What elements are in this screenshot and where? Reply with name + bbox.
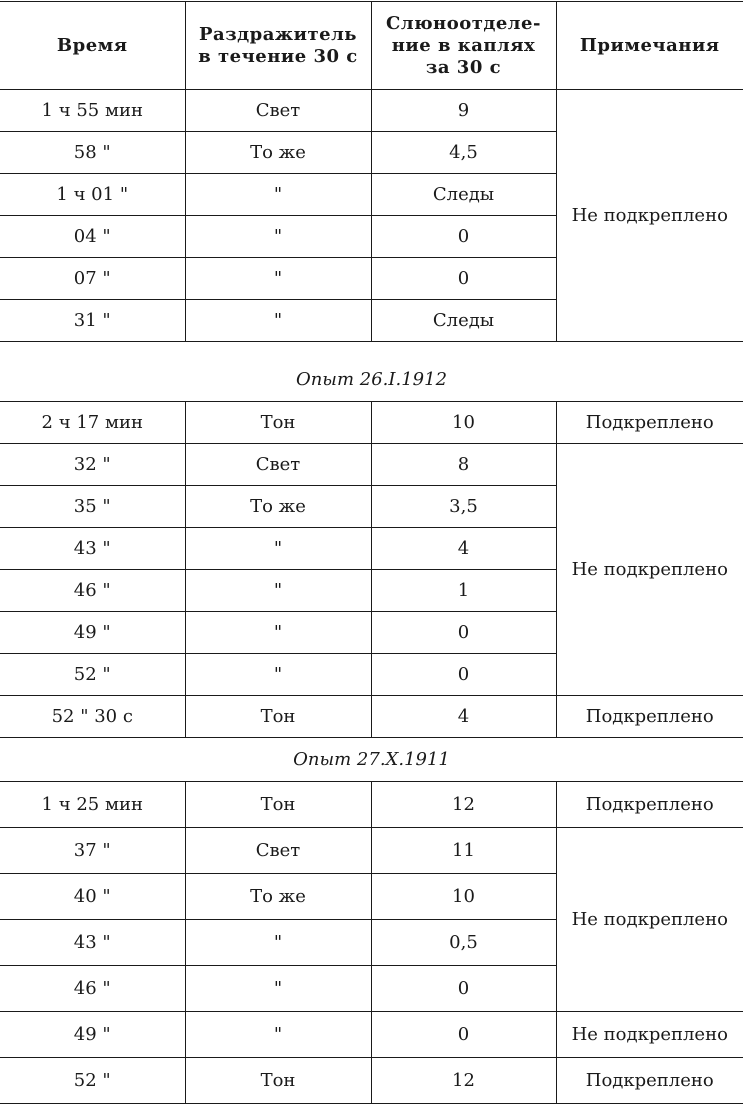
note-cell: Подкреплено (556, 782, 743, 828)
note-cell: Не подкреплено (556, 1012, 743, 1058)
saliva-cell: Следы (371, 174, 556, 216)
time-cell: 52 " (0, 1058, 185, 1104)
stimulus-cell: " (185, 174, 371, 216)
stimulus-cell: То же (185, 132, 371, 174)
time-cell: 1 ч 25 мин (0, 782, 185, 828)
saliva-cell: 4 (371, 696, 556, 738)
saliva-cell: 3,5 (371, 486, 556, 528)
stimulus-cell: " (185, 654, 371, 696)
header-stimulus-text: Раздражитель в течение 30 с (198, 23, 358, 67)
stimulus-cell: Тон (185, 782, 371, 828)
time-cell: 32 " (0, 444, 185, 486)
header-stimulus (185, 2, 371, 90)
time-cell: 46 " (0, 570, 185, 612)
time-cell: 04 " (0, 216, 185, 258)
time-cell: 37 " (0, 828, 185, 874)
table-row (0, 1058, 743, 1104)
saliva-cell: 8 (371, 444, 556, 486)
stimulus-cell: То же (185, 486, 371, 528)
stimulus-cell: Свет (185, 444, 371, 486)
note-cell: Не подкреплено (556, 90, 743, 342)
stimulus-cell: " (185, 920, 371, 966)
stimulus-cell: " (185, 966, 371, 1012)
saliva-cell: 11 (371, 828, 556, 874)
table-row (0, 1012, 743, 1058)
saliva-cell: 0,5 (371, 920, 556, 966)
stimulus-cell: Свет (185, 828, 371, 874)
time-cell: 35 " (0, 486, 185, 528)
experiment-caption-3: Опыт 27.X.1911 (293, 749, 450, 770)
saliva-cell: 10 (371, 874, 556, 920)
stimulus-cell: Тон (185, 696, 371, 738)
time-cell: 52 " (0, 654, 185, 696)
note-cell: Не подкреплено (556, 444, 743, 696)
stimulus-cell: То же (185, 874, 371, 920)
saliva-cell: 4 (371, 528, 556, 570)
stimulus-cell: " (185, 300, 371, 342)
stimulus-cell: " (185, 528, 371, 570)
stimulus-cell: " (185, 216, 371, 258)
time-cell: 31 " (0, 300, 185, 342)
time-cell: 1 ч 55 мин (0, 90, 185, 132)
note-cell: Подкреплено (556, 696, 743, 738)
header-notes: Примечания (556, 2, 743, 90)
header-saliva (371, 2, 556, 90)
time-cell: 52 " 30 с (0, 696, 185, 738)
saliva-cell: 12 (371, 782, 556, 828)
table-row (0, 402, 743, 444)
experiment-table-2 (0, 401, 743, 738)
time-cell: 49 " (0, 612, 185, 654)
time-cell: 43 " (0, 528, 185, 570)
time-cell: 43 " (0, 920, 185, 966)
table-row (0, 782, 743, 828)
note-cell: Не подкреплено (556, 828, 743, 1012)
note-cell: Подкреплено (556, 1058, 743, 1104)
saliva-cell: 0 (371, 1012, 556, 1058)
saliva-cell: 0 (371, 966, 556, 1012)
saliva-cell: 0 (371, 216, 556, 258)
saliva-cell: 1 (371, 570, 556, 612)
stimulus-cell: " (185, 258, 371, 300)
time-cell: 40 " (0, 874, 185, 920)
stimulus-cell: Тон (185, 1058, 371, 1104)
header-row (0, 2, 743, 90)
stimulus-cell: " (185, 612, 371, 654)
table-row (0, 444, 743, 486)
time-cell: 46 " (0, 966, 185, 1012)
time-cell: 58 " (0, 132, 185, 174)
stimulus-cell: Свет (185, 90, 371, 132)
saliva-cell: 0 (371, 654, 556, 696)
saliva-cell: 9 (371, 90, 556, 132)
time-cell: 07 " (0, 258, 185, 300)
stimulus-cell: Тон (185, 402, 371, 444)
saliva-cell: 0 (371, 258, 556, 300)
experiment-table-1 (0, 1, 743, 342)
time-cell: 2 ч 17 мин (0, 402, 185, 444)
header-saliva-text: Слюноотделе- ние в каплях за 30 с (386, 12, 541, 78)
time-cell: 1 ч 01 " (0, 174, 185, 216)
stimulus-cell: " (185, 1012, 371, 1058)
header-time: Время (0, 2, 185, 90)
note-cell: Подкреплено (556, 402, 743, 444)
table-row (0, 90, 743, 132)
saliva-cell: 10 (371, 402, 556, 444)
experiment-caption-2: Опыт 26.I.1912 (295, 369, 448, 390)
time-cell: 49 " (0, 1012, 185, 1058)
saliva-cell: Следы (371, 300, 556, 342)
saliva-cell: 0 (371, 612, 556, 654)
experiment-table-3 (0, 781, 743, 1104)
table-row (0, 696, 743, 738)
table-row (0, 828, 743, 874)
stimulus-cell: " (185, 570, 371, 612)
saliva-cell: 12 (371, 1058, 556, 1104)
saliva-cell: 4,5 (371, 132, 556, 174)
